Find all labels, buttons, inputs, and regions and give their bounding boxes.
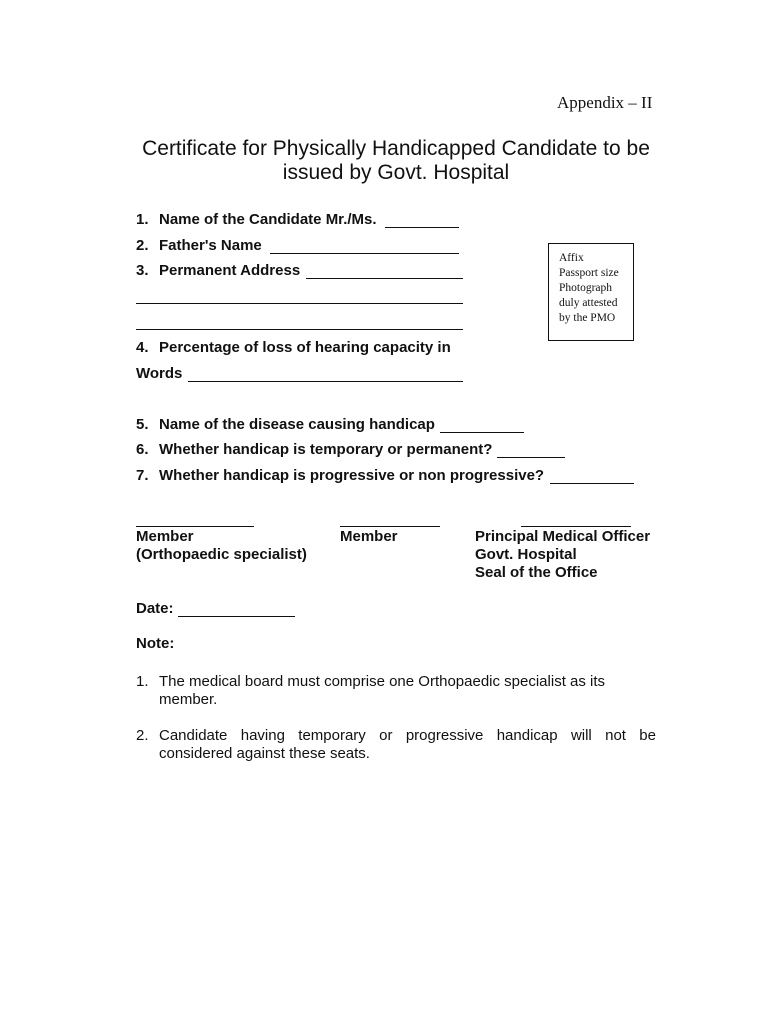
photo-box-line: Passport size — [559, 267, 619, 279]
field-3-blank-line-2[interactable] — [136, 303, 463, 304]
photo-box-line: Photograph — [559, 282, 613, 294]
member-1-subtitle: (Orthopaedic specialist) — [136, 546, 307, 563]
note-2-continuation: considered against these seats. — [159, 745, 370, 762]
date-blank[interactable] — [178, 616, 295, 617]
member-1-title: Member — [136, 528, 194, 545]
field-1-number: 1. — [136, 211, 149, 228]
field-4-blank[interactable] — [188, 381, 463, 382]
field-3-blank[interactable] — [306, 278, 463, 279]
principal-title: Principal Medical Officer — [475, 528, 651, 545]
field-6-number: 6. — [136, 441, 149, 458]
note-2-text: Candidate having temporary or progressive handicap will not be — [159, 727, 656, 744]
field-4-number: 4. — [136, 339, 149, 356]
photo-box-line: Affix — [559, 252, 584, 264]
principal-line-2: Govt. Hospital — [475, 546, 577, 563]
field-5-label: Name of the disease causing handicap — [159, 416, 435, 433]
field-7-number: 7. — [136, 467, 149, 484]
note-1-text: The medical board must comprise one Orthopaedic specialist as its — [159, 673, 606, 690]
field-7-label: Whether handicap is progressive or non progressive? — [159, 467, 545, 484]
note-1-number: 1. — [136, 673, 149, 690]
signature-line-member-1[interactable] — [136, 526, 254, 527]
field-4-continuation: Words — [136, 365, 183, 382]
field-5-blank[interactable] — [440, 432, 524, 433]
note-2-number: 2. — [136, 727, 149, 744]
field-5-number: 5. — [136, 416, 149, 433]
photo-box-line: duly attested — [559, 297, 618, 309]
title-line-2: issued by Govt. Hospital — [282, 161, 510, 184]
field-6-label: Whether handicap is temporary or permanent? — [159, 441, 493, 458]
field-2-blank[interactable] — [270, 253, 459, 254]
principal-line-3: Seal of the Office — [475, 564, 598, 581]
field-3-blank-line-3[interactable] — [136, 329, 463, 330]
field-3-label: Permanent Address — [159, 262, 301, 279]
field-4-label: Percentage of loss of hearing capacity in — [159, 339, 451, 356]
field-2-label: Father's Name — [159, 237, 262, 254]
photo-box-text — [559, 251, 631, 326]
title-line-1: Certificate for Physically Handicapped Candidate to be — [142, 137, 650, 160]
signature-line-member-2[interactable] — [340, 526, 440, 527]
appendix-label: Appendix – II — [557, 93, 653, 112]
note-1-continuation: member. — [159, 691, 218, 708]
field-1-blank[interactable] — [385, 227, 459, 228]
photo-box — [548, 243, 634, 341]
photo-box-line: by the PMO — [559, 312, 616, 324]
field-2-number: 2. — [136, 237, 149, 254]
field-3-number: 3. — [136, 262, 149, 279]
field-1-label: Name of the Candidate Mr./Ms. — [159, 211, 377, 228]
date-label: Date: — [136, 600, 174, 617]
signature-line-principal[interactable] — [521, 526, 631, 527]
field-6-blank[interactable] — [497, 457, 565, 458]
note-label: Note: — [136, 635, 175, 652]
field-7-blank[interactable] — [550, 483, 634, 484]
member-2-title: Member — [340, 528, 398, 545]
